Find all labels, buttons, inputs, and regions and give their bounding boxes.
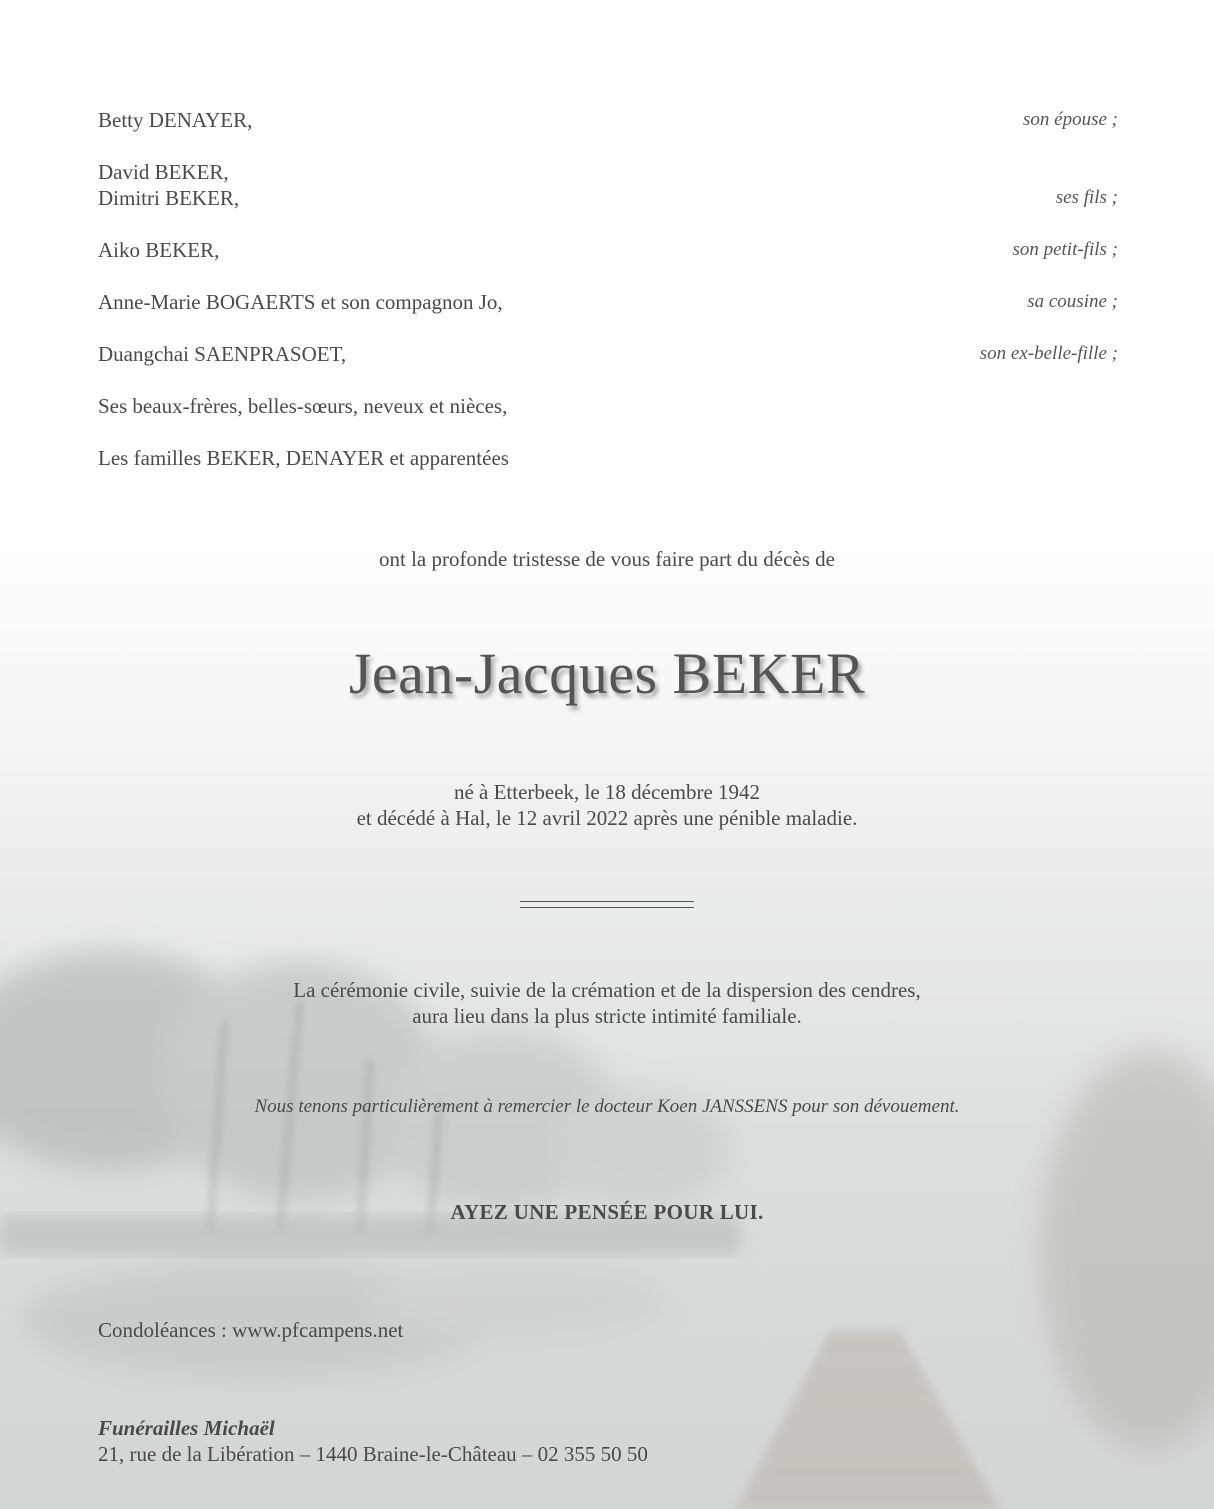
family-name: Les familles BEKER, DENAYER et apparentées	[98, 446, 509, 470]
family-relation: son ex-belle-fille ;	[979, 343, 1118, 364]
ceremony-line: aura lieu dans la plus stricte intimité familiale.	[412, 1004, 802, 1028]
family-relation: sa cousine ;	[1027, 291, 1118, 312]
death-line: et décédé à Hal, le 12 avril 2022 après une pénible maladie.	[356, 806, 858, 830]
family-name: Duangchai SAENPRASOET,	[98, 342, 347, 366]
closing-phrase: AYEZ UNE PENSÉE POUR LUI.	[450, 1200, 764, 1224]
birth-line: né à Etterbeek, le 18 décembre 1942	[453, 780, 761, 804]
ceremony-line: La cérémonie civile, suivie de la crémation et de la dispersion des cendres,	[293, 978, 921, 1002]
funeral-home-address: 21, rue de la Libération – 1440 Braine-le-Château – 02 355 50 50	[98, 1442, 648, 1466]
deceased-name: Jean-Jacques BEKER	[348, 641, 866, 706]
condolences-link: Condoléances : www.pfcampens.net	[98, 1318, 404, 1342]
family-name: Aiko BEKER,	[98, 238, 220, 262]
thanks-note: Nous tenons particulièrement à remercier le docteur Koen JANSSENS pour son dévouement.	[254, 1096, 960, 1117]
ceremony-info	[0, 977, 1214, 1029]
family-relation: son petit-fils ;	[1012, 239, 1118, 260]
family-name: David BEKER,	[98, 160, 229, 184]
family-name: Dimitri BEKER,	[98, 186, 240, 210]
family-name: Anne-Marie BOGAERTS et son compagnon Jo,	[98, 290, 503, 314]
announcement-intro: ont la profonde tristesse de vous faire part du décès de	[378, 547, 835, 571]
family-name: Ses beaux-frères, belles-sœurs, neveux et nièces,	[98, 394, 508, 418]
family-name: Betty DENAYER,	[98, 108, 253, 132]
funeral-home-name: Funérailles Michaël	[98, 1416, 275, 1440]
family-relation: ses fils ;	[1055, 187, 1118, 208]
double-rule-divider	[520, 901, 694, 908]
family-relation: son épouse ;	[1023, 109, 1118, 130]
birth-death-dates	[0, 779, 1214, 831]
